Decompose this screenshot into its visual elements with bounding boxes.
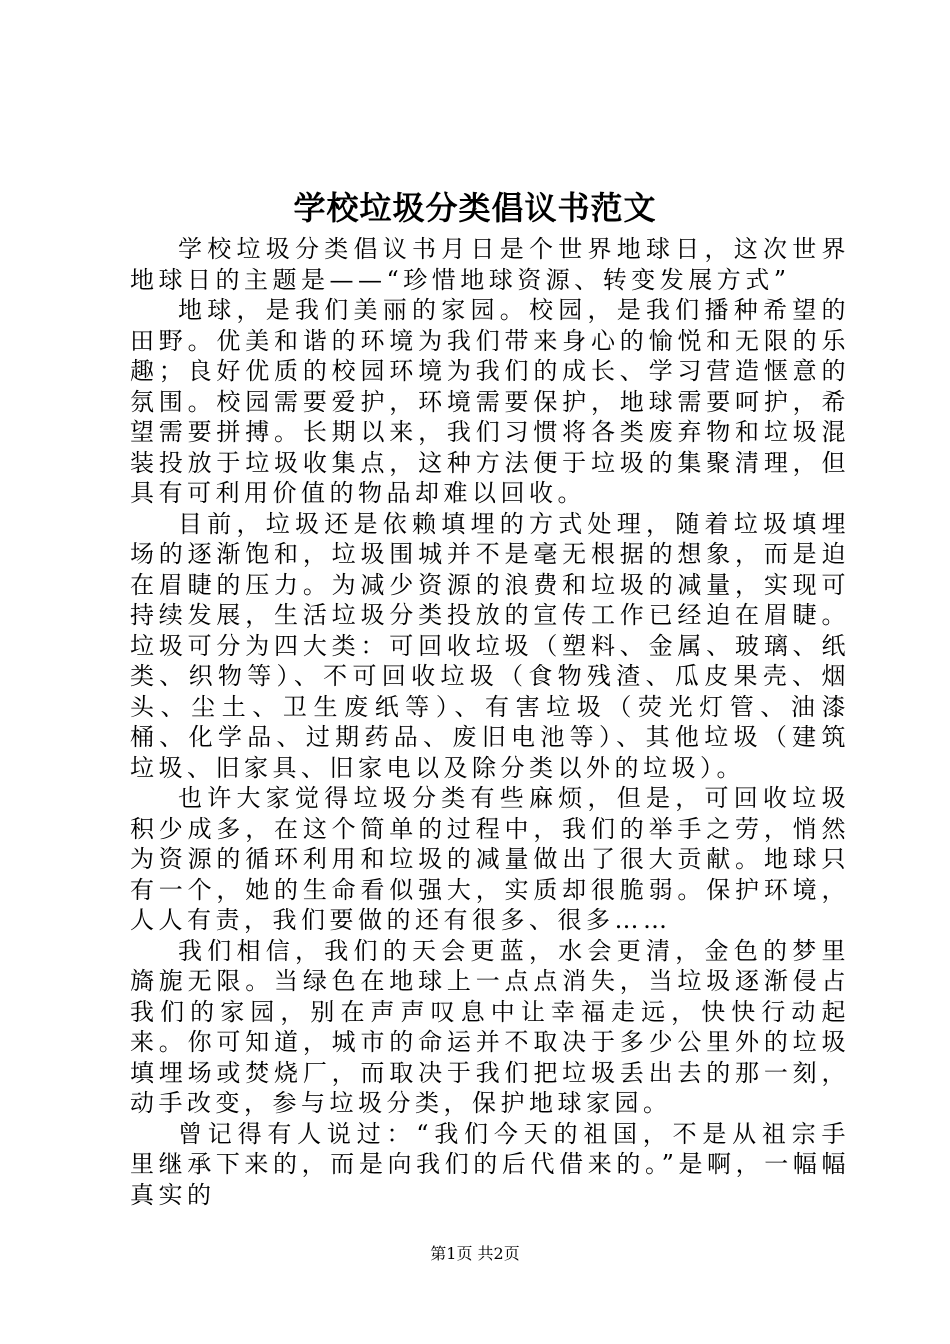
document-title: 学校垃圾分类倡议书范文: [293, 189, 657, 227]
paragraph-intro: 学校垃圾分类倡议书月日是个世界地球日，这次世界地球日的主题是——“珍惜地球资源、转变发展方式”: [130, 235, 850, 294]
paragraph-garbage-categories: 目前，垃圾还是依赖填埋的方式处理，随着垃圾填埋场的逐渐饱和，垃圾围城并不是毫无根据的想象，而是迫在眉睫的压力。为减少资源的浪费和垃圾的减量，实现可持续发展，生活垃圾分类投放的宣传工作已经迫在眉睫。垃圾可分为四大类：可回收垃圾（塑料、金属、玻璃、纸类、织物等）、不可回收垃圾（食物残渣、瓜皮果壳、烟头、尘土、卫生废纸等）、有害垃圾（荧光灯管、油漆桶、化学品、过期药品、废旧电池等）、其他垃圾（建筑垃圾、旧家具、旧家电以及除分类以外的垃圾）。: [130, 509, 850, 782]
paragraph-small-efforts: 也许大家觉得垃圾分类有些麻烦，但是，可回收垃圾积少成多，在这个简单的过程中，我们的举手之劳，悄然为资源的循环利用和垃圾的减量做出了很大贡献。地球只有一个，她的生命看似强大，实质却很脆弱。保护环境，人人有责，我们要做的还有很多、很多……: [130, 784, 850, 934]
page-number-footer: 第1页 共2页: [430, 1244, 520, 1263]
paragraph-earth-home: 地球，是我们美丽的家园。校园，是我们播种希望的田野。优美和谐的环境为我们带来身心的愉悦和无限的乐趣；良好优质的校园环境为我们的成长、学习营造惬意的氛围。校园需要爱护，环境需要保护，地球需要呵护，希望需要拼搏。长期以来，我们习惯将各类废弃物和垃圾混装投放于垃圾收集点，这种方法便于垃圾的集聚清理，但具有可利用价值的物品却难以回收。: [130, 296, 850, 507]
paragraph-we-believe: 我们相信，我们的天会更蓝，水会更清，金色的梦里旖旎无限。当绿色在地球上一点点消失，当垃圾逐渐侵占我们的家园，别在声声叹息中让幸福走远，快快行动起来。你可知道，城市的命运并不取决于多少公里外的垃圾填埋场或焚烧厂，而取决于我们把垃圾丢出去的那一刻，动手改变，参与垃圾分类，保护地球家园。: [130, 936, 850, 1117]
document-body: [130, 234, 850, 1210]
paragraph-quote: 曾记得有人说过：“我们今天的祖国，不是从祖宗手里继承下来的，而是向我们的后代借来的。”是啊，一幅幅真实的: [130, 1119, 850, 1209]
